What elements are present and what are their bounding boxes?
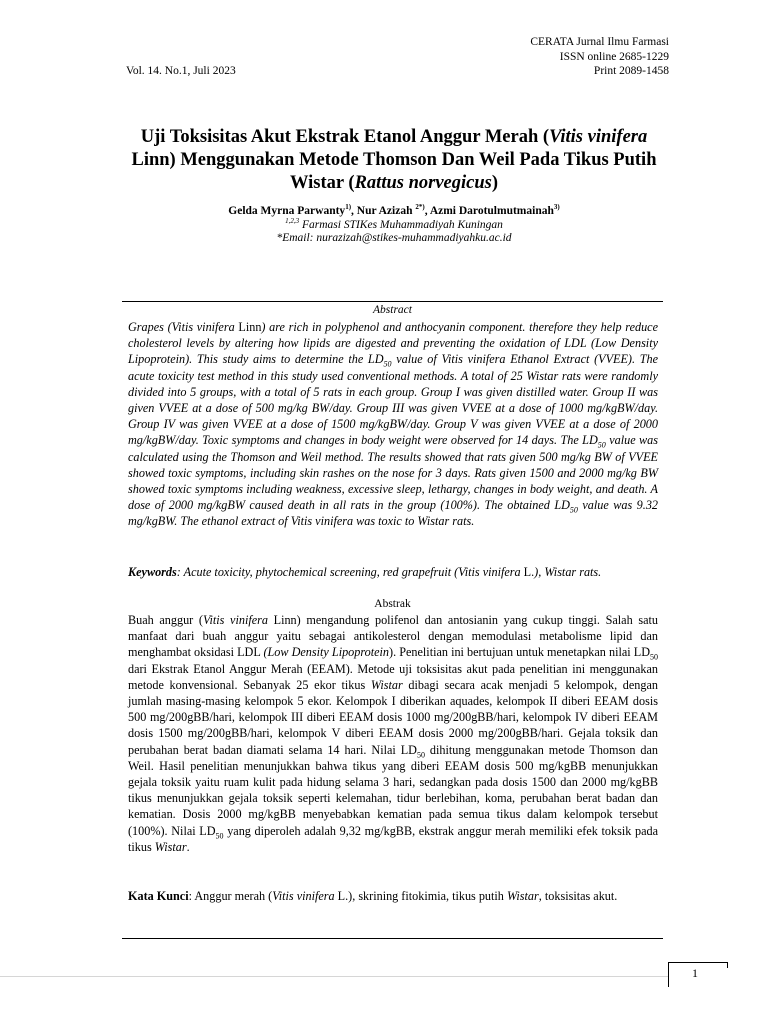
abstract-english: Grapes (Vitis vinifera Linn) are rich in polyphenol and anthocyanin component. therefore they help reduce cholesterol levels by altering how lipids are digested and preventing the oxidation of LDL (Low Density Lipoprotein). This study aims to determine the $LD_{50}$ value of Vitis vinifera Ethanol Extract (VVEE). The acute toxicity test method in this study used conventional methods. A total of 25 Wistar rats were randomly divided into 5 groups, with a total of 5 rats in each group. Group I was given distilled water. Group II was given VVEE at a dose of 500 mg/kg BW/day. Group III was given VVEE at a dose of 1000 mg/kgBW/day. Group IV was given VVEE at a dose of 1500 mg/kgBW/day. Group V was given VVEE at a dose of 2000 mg/kgBW/day. Toxic symptoms and changes in body weight were observed for 14 days. The $LD_{50}$ value was calculated using the Thomson and Weil method. The results showed that rats given 500 mg/kg BW of VVEE showed toxic symptoms, including skin rashes on the nose for 3 days. Rats given 1500 and 2000 mg/kg BW showed toxic symptoms including weakness, excessive sleep, lethargy, changes in body weight, and death. A dose of 2000 mg/kgBW caused death in all rats in the group (100%). The obtained $LD_{50}$ value was 9.32 mg/kgBW. The ethanol extract of Vitis vinifera was toxic to Wistar rats. — [128, 320, 659, 529]
author-names: Gelda Myrna Parwanty$^{1)}$, Nur Azizah $^{2*)}$, Azmi Darotulmutmainah$^{3)}$ — [228, 203, 560, 217]
abstract-indonesian: Buah anggur (Vitis vinifera Linn) mengandung polifenol dan antosianin yang cukup tinggi. Salah satu manfaat dari buah anggur yaitu sebagai antikolesterol dengan memodulasi metabolisme lipid dan menghambat oksidasi LDL (Low Density Lipoprotein). Penelitian ini bertujuan untuk menetapkan nilai $LD_{50}$ dari Ekstrak Etanol Anggur Merah (EEAM). Metode uji toksisitas akut pada penelitian ini menggunakan metode konvensional. Sebanyak 25 ekor tikus Wistar dibagi secara acak menjadi 5 kelompok, dengan jumlah masing-masing kelompok 5 ekor. Kelompok I diberikan aquades, kelompok II diberi EEAM dosis 500 mg/200gBB/hari, kelompok III diberi EEAM dosis 1000 mg/200gBB/hari, kelompok IV diberi EEAM dosis 1500 mg/200gBB/hari, kelompok V diberi EEAM dosis 2000 mg/200gBB/hari. Gejala toksik dan perubahan berat badan diamati selama 14 hari. Nilai $LD_{50}$ dihitung menggunakan metode Thomson dan Weil. Hasil penelitian menunjukkan bahwa tikus yang diberi EEAM dosis 500 mg/kgBB menunjukkan gejala toksik yaitu ruam kulit pada hidung selama 3 hari, sedangkan pada dosis 1500 dan 2000 mg/kgBB tikus menunjukkan gejala toksik seperti kelemahan, tidur berlebihan, koma, perubahan berat badan dan kematian. Dosis 2000 mg/kgBB menyebabkan kematian pada semua tikus dalam kelompok tersebut (100%). Nilai $LD_{50}$ yang diperoleh adalah 9,32 mg/kgBB, ekstrak anggur merah memiliki efek toksik pada tikus Wistar. — [128, 613, 658, 854]
footer-rule — [0, 976, 668, 977]
issn-online: ISSN online 2685-1229 — [559, 50, 669, 63]
paper-title: Uji Toksisitas Akut Ekstrak Etanol Anggur Merah (Vitis vinifera Linn) Menggunakan Metode Thomson Dan Weil Pada Tikus Putih Wistar (Rattus norvegicus) — [131, 127, 657, 193]
volume-info: Vol. 14. No.1, Juli 2023 — [126, 65, 236, 77]
bottom-divider — [122, 938, 663, 939]
journal-name: CERATA Jurnal Ilmu Farmasi — [530, 36, 669, 48]
keywords-indonesian: Kata Kunci: Anggur merah (Vitis vinifera L.), skrining fitokimia, tikus putih Wistar, toksisitas akut. — [128, 889, 618, 903]
keywords-english: Keywords: Acute toxicity, phytochemical screening, red grapefruit (Vitis vinifera L.), Wistar rats. — [128, 565, 602, 579]
abstrak-heading: Abstrak — [374, 598, 411, 610]
author-block — [122, 205, 666, 246]
page-number: 1 — [692, 966, 698, 980]
top-divider — [122, 301, 663, 302]
email[interactable]: *Email: nurazizah@stikes-muhammadiyahku.ac.id — [276, 232, 512, 244]
journal-info — [530, 35, 669, 79]
abstract-heading: Abstract — [373, 304, 412, 316]
affiliation: $^{1,2,3}$ Farmasi STIKes Muhammadiyah Kuningan — [285, 216, 503, 231]
issn-print: Print 2089-1458 — [593, 65, 669, 77]
